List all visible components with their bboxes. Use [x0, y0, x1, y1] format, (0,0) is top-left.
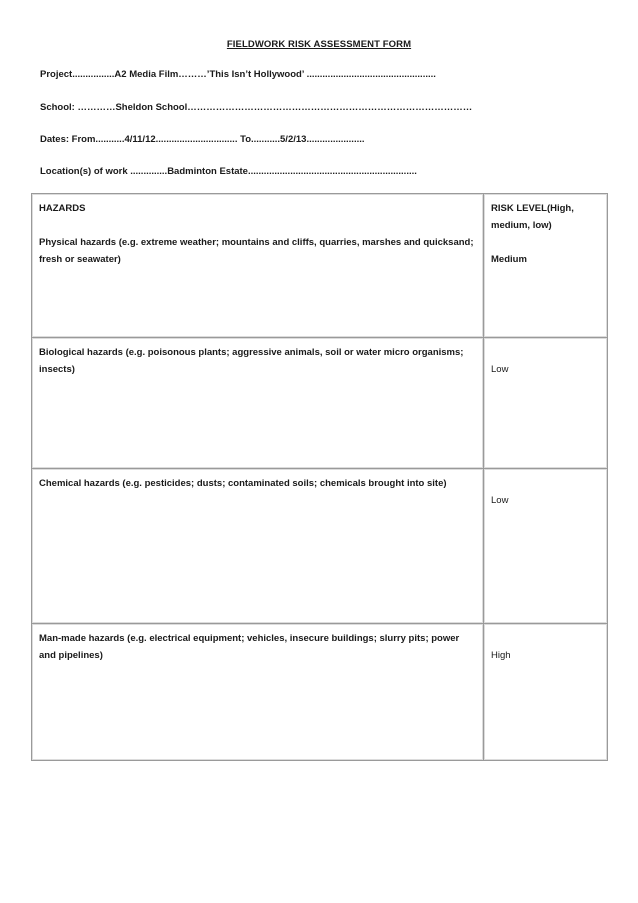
- project-field: Project................A2 Media Film………’This Isn’t Hollywood’ .................................................: [40, 69, 436, 80]
- hazard-cell-biological: [32, 338, 484, 469]
- hazard-description: Man-made hazards (e.g. electrical equipment; vehicles, insecure buildings; slurry pits; power and pipelines): [39, 633, 460, 661]
- risk-level-value: Medium: [491, 254, 527, 265]
- risk-cell-chemical: [484, 469, 608, 624]
- table-row: [32, 338, 608, 469]
- hazard-description: Physical hazards (e.g. extreme weather; mountains and cliffs, quarries, marshes and quicksand; fresh or seawater): [39, 237, 474, 265]
- table-row: [32, 194, 608, 338]
- hazard-description: Biological hazards (e.g. poisonous plants; aggressive animals, soil or water micro organisms; insects): [39, 347, 464, 375]
- risk-level-value: High: [491, 650, 511, 661]
- risk-cell-man-made: [484, 624, 608, 761]
- risk-cell-physical: [484, 194, 608, 338]
- hazards-header: HAZARDS: [39, 203, 86, 214]
- hazard-cell-physical: [32, 194, 484, 338]
- location-field: Location(s) of work ..............Badminton Estate................................................................: [40, 166, 417, 177]
- risk-cell-biological: [484, 338, 608, 469]
- hazards-table: [31, 193, 608, 761]
- hazard-cell-chemical: [32, 469, 484, 624]
- risk-level-value: Low: [491, 495, 509, 506]
- risk-level-header: RISK LEVEL(High, medium, low): [491, 203, 574, 231]
- hazard-description: Chemical hazards (e.g. pesticides; dusts; contaminated soils; chemicals brought into site): [39, 478, 447, 489]
- dates-field: Dates: From...........4/11/12............................... To...........5/2/13......................: [40, 134, 365, 145]
- form-title: FIELDWORK RISK ASSESSMENT FORM: [226, 39, 412, 50]
- hazard-cell-man-made: [32, 624, 484, 761]
- school-field: School: …………Sheldon School………………………………………………………………………………: [40, 102, 473, 113]
- table-row: [32, 624, 608, 761]
- table-row: [32, 469, 608, 624]
- risk-level-value: Low: [491, 364, 509, 375]
